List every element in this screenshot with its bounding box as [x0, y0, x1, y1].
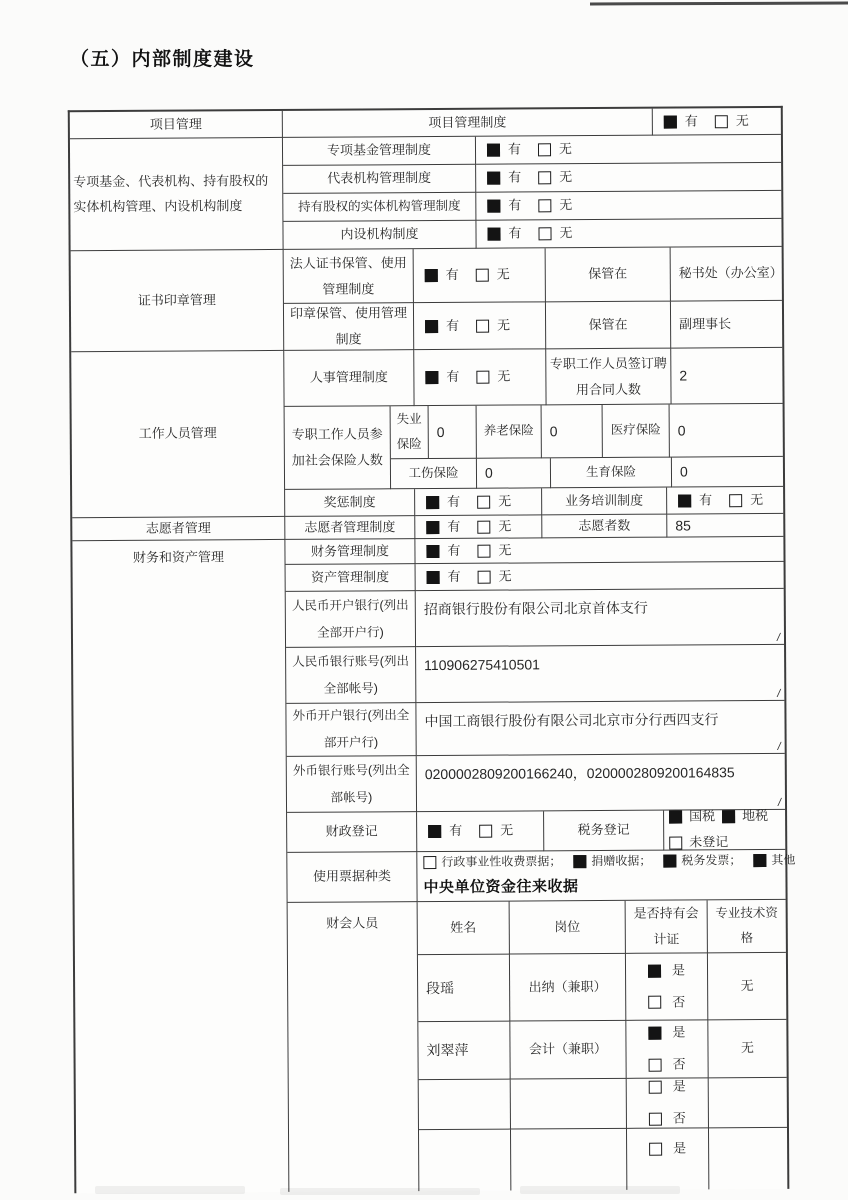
finance-system-label-cell: 财务管理制度	[285, 539, 415, 565]
table-row	[284, 348, 782, 407]
accountant-position-cell	[511, 1129, 627, 1191]
yes-option-label: 是	[671, 962, 686, 978]
checkbox-empty-icon	[669, 836, 682, 849]
checkbox-checked-icon	[428, 825, 441, 838]
no-option-label: 否	[672, 1110, 686, 1126]
yes-label: 有	[508, 197, 522, 213]
band-staff	[71, 348, 783, 518]
rmb-bank-label-cell: 人民币开户银行(列出全部开户行)	[286, 591, 416, 648]
project-system-checkbox-cell	[653, 108, 781, 136]
no-label: 无	[497, 368, 511, 384]
yes-option-label: 是	[672, 1024, 686, 1040]
header-qualification-cell: 专业技术资格	[708, 900, 786, 953]
project-system-label-cell: 项目管理制度	[283, 109, 653, 138]
no-label: 无	[497, 317, 511, 333]
yes-label: 有	[446, 368, 460, 385]
accountants-category-cell: 财会人员	[288, 902, 420, 1192]
table-row	[283, 135, 781, 166]
internal-system-table	[68, 106, 796, 1193]
checkbox-empty-icon	[479, 825, 492, 838]
yes-label: 有	[445, 266, 459, 283]
table-row	[287, 754, 785, 813]
checkbox-empty-icon	[476, 319, 489, 332]
insurance-name-cell: 生育保险	[551, 458, 672, 489]
keeper-label-cell: 保管在	[546, 302, 671, 350]
accountants-block	[288, 900, 788, 1192]
checkbox-checked-icon	[663, 854, 676, 867]
no-label: 无	[498, 542, 512, 558]
rmb-bank-value-cell	[416, 589, 784, 647]
checkbox-empty-icon	[649, 1143, 662, 1156]
asset-system-label-cell: 资产管理制度	[286, 564, 416, 592]
org-system-checkbox-cell	[476, 163, 781, 193]
fx-bank-value-cell	[416, 701, 784, 756]
table-row	[287, 850, 796, 903]
checkbox-checked-icon	[426, 520, 439, 533]
keeper-value-cell: 副理事长	[671, 301, 782, 349]
cert-system-label-cell: 法人证书保管、使用管理制度	[284, 249, 414, 304]
volunteer-count-value-cell: 85	[667, 514, 783, 538]
band-cert-seal	[71, 247, 783, 352]
accountants-header-row	[418, 900, 786, 955]
rmb-bank-value: 招商银行股份有限公司北京首体支行	[423, 599, 648, 618]
table-row	[286, 645, 784, 704]
checkbox-empty-icon	[478, 570, 491, 583]
tax-option-label: 地税	[742, 808, 769, 824]
no-option-label: 否	[672, 1056, 686, 1072]
checkbox-empty-icon	[538, 227, 551, 240]
insurance-value-cell: 0	[542, 405, 603, 458]
table-row	[286, 701, 784, 757]
fx-account-value: 0200002809200166240，0200002809200164835	[424, 764, 735, 783]
invoice-type-options-cell	[417, 850, 796, 902]
no-label: 无	[559, 197, 573, 213]
checkbox-checked-icon	[426, 495, 439, 508]
training-system-checkbox-cell	[667, 487, 783, 515]
pen-tick-mark: /	[776, 631, 781, 644]
staff-category-cell: 工作人员管理	[71, 351, 285, 518]
hr-system-checkbox-cell	[414, 349, 546, 406]
volunteer-count-label-cell: 志愿者数	[542, 515, 667, 539]
org-system-checkbox-cell	[476, 219, 781, 249]
hr-system-label-cell: 人事管理制度	[284, 350, 414, 407]
rmb-account-value-cell	[416, 645, 784, 703]
scan-edge-artifact	[590, 2, 848, 6]
table-row	[283, 219, 781, 250]
fiscal-registration-label-cell: 财政登记	[287, 812, 417, 853]
checkbox-checked-icon	[664, 115, 677, 128]
contract-count-value-cell: 2	[671, 348, 782, 405]
checkbox-empty-icon	[649, 1113, 662, 1126]
project-category-cell: 项目管理	[70, 111, 283, 139]
checkbox-checked-icon	[487, 172, 500, 185]
accountant-cert-cell	[626, 953, 708, 1020]
table-row	[283, 163, 781, 194]
finance-system-checkbox-cell	[415, 537, 783, 564]
insurance-value-cell: 0	[477, 458, 551, 488]
invoice-option-label: 其他	[771, 852, 796, 867]
checkbox-empty-icon	[538, 143, 551, 156]
table-row	[286, 589, 784, 648]
keeper-value-cell: 秘书处（办公室）	[671, 247, 782, 302]
accountant-row	[418, 1020, 786, 1080]
checkbox-checked-icon	[648, 964, 661, 977]
checkbox-empty-icon	[649, 1059, 662, 1072]
scan-smudge	[280, 1188, 480, 1195]
cert-seal-category-cell: 证书印章管理	[71, 250, 285, 352]
accountant-position-cell: 会计（兼职）	[510, 1021, 626, 1080]
rmb-account-value: 110906275410501	[424, 656, 540, 674]
checkbox-empty-icon	[477, 520, 490, 533]
band-org-systems	[70, 135, 782, 251]
scan-smudge	[520, 1186, 680, 1194]
header-position-cell: 岗位	[510, 901, 626, 955]
no-label: 无	[498, 518, 512, 534]
org-system-label-cell: 专项基金管理制度	[283, 137, 476, 166]
no-label: 无	[558, 141, 573, 157]
checkbox-checked-icon	[573, 855, 586, 868]
yes-label: 有	[449, 822, 463, 839]
asset-system-checkbox-cell	[416, 562, 784, 591]
rmb-account-label-cell: 人民币银行账号(列出全部帐号)	[286, 647, 416, 704]
insurance-name-cell: 工伤保险	[391, 459, 477, 490]
org-systems-category-cell: 专项基金、代表机构、持有股权的实体机构管理、内设机构制度	[70, 138, 284, 251]
no-label: 无	[750, 491, 764, 507]
yes-label: 有	[507, 141, 522, 157]
insurance-name-cell: 失业保险	[391, 406, 429, 459]
accountant-name-cell	[419, 1080, 511, 1131]
keeper-label-cell: 保管在	[546, 248, 671, 303]
scan-smudge	[95, 1186, 245, 1194]
checkbox-empty-icon	[476, 371, 489, 384]
table-row	[283, 191, 781, 222]
table-row	[285, 487, 783, 517]
table-row	[284, 301, 782, 351]
checkbox-empty-icon	[477, 495, 490, 508]
checkbox-checked-icon	[487, 144, 500, 157]
training-system-label-cell: 业务培训制度	[542, 488, 667, 516]
insurance-name-cell: 医疗保险	[603, 405, 670, 458]
page-title: （五）内部制度建设	[70, 49, 255, 70]
accountant-cert-cell	[627, 1078, 709, 1128]
yes-label: 有	[447, 493, 461, 509]
insurance-value-cell: 0	[429, 406, 477, 459]
checkbox-checked-icon	[753, 854, 766, 867]
pen-tick-mark: /	[777, 687, 781, 700]
table-row	[391, 404, 783, 459]
checkbox-empty-icon	[538, 199, 551, 212]
tax-option-label: 未登记	[689, 834, 729, 850]
fx-bank-value: 中国工商银行股份有限公司北京市分行西四支行	[424, 711, 719, 730]
header-name-cell: 姓名	[418, 902, 510, 956]
insurance-value-cell: 0	[672, 457, 783, 488]
volunteer-category-cell: 志愿者管理	[72, 517, 285, 541]
checkbox-checked-icon	[669, 811, 682, 824]
checkbox-checked-icon	[425, 319, 438, 332]
org-system-checkbox-cell	[476, 135, 781, 165]
invoice-type-label-cell: 使用票据种类	[287, 852, 417, 903]
invoice-option-label: 税务发票；	[681, 853, 742, 868]
accountant-qualification-cell	[709, 1128, 787, 1189]
fx-account-value-cell	[417, 754, 785, 812]
checkbox-empty-icon	[715, 115, 728, 128]
accountant-name-cell	[419, 1130, 511, 1192]
contract-count-label-cell: 专职工作人员签订聘用合同人数	[546, 349, 671, 406]
accountant-row	[418, 953, 786, 1022]
yes-option-label: 是	[673, 1140, 687, 1156]
insurance-label-cell: 专职工作人员参加社会保险人数	[285, 406, 392, 490]
volunteer-system-label-cell: 志愿者管理制度	[285, 516, 415, 540]
fiscal-registration-checkbox-cell	[417, 811, 544, 852]
no-label: 无	[735, 112, 749, 128]
checkbox-checked-icon	[678, 494, 691, 507]
accountant-qualification-cell: 无	[708, 953, 786, 1020]
fx-account-label-cell: 外币银行账号(列出全部帐号)	[287, 756, 417, 813]
org-system-label-cell: 持有股权的实体机构管理制度	[283, 193, 476, 222]
no-label: 无	[559, 225, 573, 241]
checkbox-checked-icon	[487, 228, 500, 241]
yes-option-label: 是	[672, 1078, 686, 1094]
tax-registration-label-cell: 税务登记	[544, 811, 664, 852]
table-row	[285, 537, 783, 565]
checkbox-checked-icon	[487, 200, 500, 213]
checkbox-empty-icon	[476, 269, 489, 282]
no-label: 无	[500, 822, 514, 838]
cert-system-checkbox-cell	[414, 248, 546, 303]
checkbox-empty-icon	[477, 544, 490, 557]
yes-label: 有	[699, 491, 713, 508]
org-system-label-cell: 内设机构制度	[283, 221, 476, 250]
accountant-position-cell: 出纳（兼职）	[510, 954, 626, 1022]
accountant-name-cell: 刘翠萍	[418, 1022, 510, 1081]
checkbox-checked-icon	[427, 570, 440, 583]
org-system-label-cell: 代表机构管理制度	[283, 165, 476, 194]
yes-label: 有	[684, 113, 698, 129]
accountant-position-cell	[511, 1079, 627, 1130]
no-label: 无	[498, 493, 512, 509]
checkbox-checked-icon	[426, 544, 439, 557]
accountant-qualification-cell: 无	[708, 1020, 786, 1078]
yes-label: 有	[446, 317, 460, 333]
insurance-name-cell: 养老保险	[477, 405, 542, 458]
checkbox-empty-icon	[649, 1081, 662, 1094]
pen-tick-mark: /	[777, 796, 782, 809]
insurance-block	[285, 404, 783, 490]
tax-option-label: 国税	[689, 808, 716, 824]
fx-bank-label-cell: 外币开户银行(列出全部开户行)	[286, 703, 416, 757]
tax-registration-options-cell	[664, 810, 785, 851]
no-label: 无	[498, 568, 512, 584]
checkbox-checked-icon	[425, 269, 438, 282]
checkbox-checked-icon	[425, 371, 438, 384]
table-row	[391, 457, 783, 489]
reward-system-checkbox-cell	[415, 488, 542, 516]
accountant-row	[419, 1078, 787, 1130]
insurance-value-cell: 0	[670, 404, 783, 458]
checkbox-checked-icon	[648, 1027, 661, 1040]
yes-label: 有	[447, 568, 461, 584]
seal-system-label-cell: 印章保管、使用管理制度	[284, 303, 414, 351]
table-row	[284, 247, 782, 304]
invoice-option-label: 行政事业性收费票据；	[441, 854, 562, 869]
no-option-label: 否	[672, 993, 686, 1010]
yes-label: 有	[508, 169, 522, 185]
band-finance	[72, 537, 796, 1193]
checkbox-empty-icon	[648, 996, 661, 1009]
no-label: 无	[496, 266, 510, 282]
accountant-cert-cell	[626, 1020, 708, 1078]
header-cert-cell: 是否持有会计证	[626, 900, 708, 953]
yes-label: 有	[508, 225, 522, 241]
volunteer-system-checkbox-cell	[415, 515, 542, 539]
org-system-checkbox-cell	[476, 191, 781, 221]
pen-tick-mark: /	[777, 740, 781, 753]
checkbox-empty-icon	[729, 494, 742, 507]
finance-category-cell: 财务和资产管理	[72, 540, 289, 1193]
accountant-qualification-cell	[709, 1078, 787, 1128]
checkbox-checked-icon	[722, 810, 735, 823]
invoice-other-value: 中央单位资金往来收据	[423, 878, 579, 896]
checkbox-empty-icon	[538, 171, 551, 184]
accountant-cert-cell	[627, 1128, 709, 1189]
invoice-options-line	[423, 850, 795, 873]
band-project	[70, 108, 781, 139]
no-label: 无	[559, 169, 573, 185]
reward-system-label-cell: 奖惩制度	[285, 489, 415, 517]
yes-label: 有	[447, 542, 461, 558]
invoice-option-label: 捐赠收据；	[591, 853, 652, 868]
table-row	[287, 810, 785, 853]
checkbox-empty-icon	[423, 856, 436, 869]
seal-system-checkbox-cell	[414, 302, 546, 350]
accountant-name-cell: 段瑶	[418, 955, 510, 1023]
accountant-row-partial	[419, 1128, 787, 1191]
table-row	[286, 562, 784, 592]
yes-label: 有	[447, 518, 461, 534]
